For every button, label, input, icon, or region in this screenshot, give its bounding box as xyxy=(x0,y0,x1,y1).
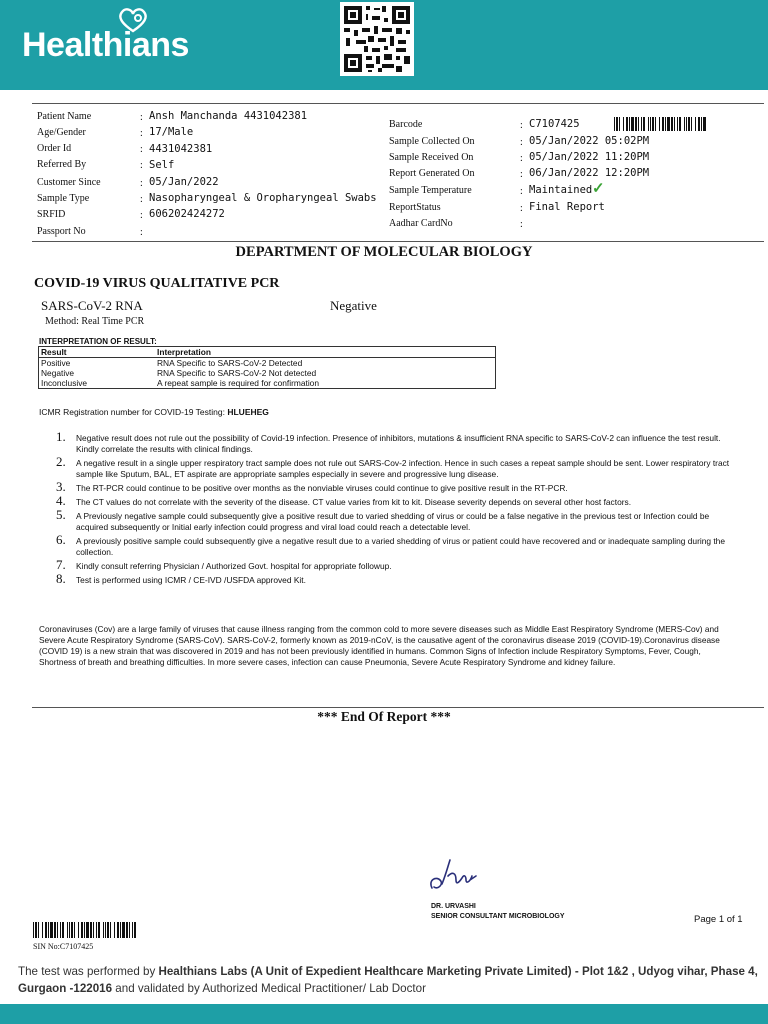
footer-suffix: and validated by Authorized Medical Practitioner/ Lab Doctor xyxy=(112,982,426,995)
separator: : xyxy=(140,194,143,205)
referred-by: Self xyxy=(149,159,175,171)
coronavirus-description: Coronaviruses (Cov) are a large family of viruses that cause illness ranging from the common cold to more severe diseases such as Middle East Respiratory Syndrome (MERS-Cov) and Severe Acute Respiratory Syndrome (SARS-CoV). SARS-CoV-2, formerly known as 2019-nCoV, is the causative agent of the coronavirus disease 2019 (COVID-19).Coronavirus disease (COVID 19) is a new strain that was discovered in 2019 and has not been previously identified in humans. Common Signs of Infection include Respiratory Symptoms, Fever, Cough, Shortness of breath and breathing difficulties. In more severe cases, infection can cause Pneumonia, Severe Acute Respiratory Syndrome and kidney failure. xyxy=(39,624,720,667)
sample-type: Nasopharyngeal & Oropharyngeal Swabs xyxy=(149,192,377,204)
divider xyxy=(32,707,764,708)
signatory-name: DR. URVASHI xyxy=(431,903,476,910)
method-text: Method: Real Time PCR xyxy=(45,316,145,327)
icmr-value: HLUEHEG xyxy=(227,407,269,417)
icmr-label: ICMR Registration number for COVID-19 Testing: xyxy=(39,407,225,417)
separator: : xyxy=(520,120,523,131)
list-item xyxy=(56,571,736,586)
sample-received: 05/Jan/2022 11:20PM xyxy=(529,151,650,163)
label-sample-received: Sample Received On xyxy=(389,152,474,163)
separator: : xyxy=(140,178,143,189)
separator: : xyxy=(140,144,143,155)
sample-collected: 05/Jan/2022 05:02PM xyxy=(529,135,650,147)
list-item xyxy=(56,532,736,558)
qr-code xyxy=(340,2,414,76)
note-text: The CT values do not correlate with the severity of the disease. CT value varies from kit to kit. Disease severity depends on several other host factors. xyxy=(76,497,632,507)
table-row xyxy=(39,368,496,378)
label-report-status: ReportStatus xyxy=(389,202,441,213)
list-item xyxy=(56,454,736,480)
note-number: 5. xyxy=(56,507,66,522)
patient-name: Ansh Manchanda 4431042381 xyxy=(149,110,308,122)
table-cell: Negative xyxy=(41,368,75,378)
note-text: Test is performed using ICMR / CE-IVD /USFDA approved Kit. xyxy=(76,575,306,585)
barcode-image xyxy=(33,922,137,938)
sample-temperature: Maintained xyxy=(529,184,593,196)
label-sample-type: Sample Type xyxy=(37,193,90,204)
icmr-registration xyxy=(39,407,269,417)
order-id: 4431042381 xyxy=(149,143,213,155)
list-item xyxy=(56,479,736,494)
page-number: Page 1 of 1 xyxy=(694,914,743,925)
barcode-image xyxy=(614,117,708,131)
list-item xyxy=(56,557,736,572)
signature-image xyxy=(426,854,486,894)
table-row xyxy=(39,378,496,389)
label-sample-collected: Sample Collected On xyxy=(389,136,475,147)
notes-list xyxy=(56,429,736,589)
label-patient-name: Patient Name xyxy=(37,111,92,122)
table-cell: A repeat sample is required for confirmation xyxy=(157,378,319,388)
table-cell: Inconclusive xyxy=(41,378,88,388)
note-text: The RT-PCR could continue to be positive over months as the nonviable viruses could continue to give positive result in the RT-PCR. xyxy=(76,483,568,493)
label-aadhar-card: Aadhar CardNo xyxy=(389,218,453,229)
note-number: 7. xyxy=(56,557,66,572)
label-barcode: Barcode xyxy=(389,119,423,130)
note-number: 1. xyxy=(56,429,66,444)
label-referred-by: Referred By xyxy=(37,159,87,170)
table-cell: Positive xyxy=(41,358,71,368)
test-title: COVID-19 VIRUS QUALITATIVE PCR xyxy=(34,276,280,291)
list-item xyxy=(56,507,736,533)
footer-bar xyxy=(0,1004,768,1024)
checkmark-icon: ✓ xyxy=(592,180,605,197)
department-heading: DEPARTMENT OF MOLECULAR BIOLOGY xyxy=(235,244,533,260)
separator: : xyxy=(520,203,523,214)
separator: : xyxy=(140,227,143,238)
parameter-name: SARS-CoV-2 RNA xyxy=(41,298,143,313)
note-text: A negative result in a single upper respiratory tract sample does not rule out SARS-Cov-2 infection. Hence in such cases a repeat sample should be sent. Lower respiratory tract sample like Sputum, BAL, ET aspirate are appropriate samples especially in severe and progressive lung disease. xyxy=(76,458,730,479)
note-number: 6. xyxy=(56,532,66,547)
note-text: Negative result does not rule out the possibility of Covid-19 infection. Presence of inhibitors, mutations & insufficient RNA specific to SARS-CoV-2 can influence the test result. Kindly correlate the results with clinical findings. xyxy=(76,433,721,454)
separator: : xyxy=(520,169,523,180)
barcode-value: C7107425 xyxy=(529,118,580,130)
divider xyxy=(32,103,764,104)
table-header-row xyxy=(39,347,496,358)
separator: : xyxy=(520,137,523,148)
end-of-report: *** End Of Report *** xyxy=(317,709,451,724)
srfid: 606202424272 xyxy=(149,208,225,220)
signatory xyxy=(431,902,565,922)
label-report-generated: Report Generated On xyxy=(389,168,475,179)
heart-stethoscope-icon xyxy=(116,6,150,34)
separator: : xyxy=(140,210,143,221)
label-order-id: Order Id xyxy=(37,143,72,154)
sin-number: SIN No:C7107425 xyxy=(33,942,94,951)
note-text: A previously positive sample could subsequently give a negative result due to a varied shedding of virus or patient could have recovered and or inadequate sampling during the collection. xyxy=(76,536,726,557)
footer-lab: Healthians Labs (A Unit of Expedient Healthcare Marketing Private Limited) - Plot 1&2 , Udyog vihar, Phase 4, Gurgaon -122016 xyxy=(18,965,758,995)
divider xyxy=(32,241,764,242)
brand-logo: Healthians xyxy=(22,26,189,64)
label-age-gender: Age/Gender xyxy=(37,127,86,138)
note-number: 4. xyxy=(56,493,66,508)
note-number: 8. xyxy=(56,571,66,586)
separator: : xyxy=(520,186,523,197)
label-srfid: SRFID xyxy=(37,209,66,220)
interpretation-heading: INTERPRETATION OF RESULT: xyxy=(39,337,157,346)
table-row xyxy=(39,358,496,369)
label-customer-since: Customer Since xyxy=(37,177,101,188)
separator: : xyxy=(140,112,143,123)
customer-since: 05/Jan/2022 xyxy=(149,176,219,188)
separator: : xyxy=(140,160,143,171)
label-sample-temperature: Sample Temperature xyxy=(389,185,472,196)
table-cell: RNA Specific to SARS-CoV-2 Detected xyxy=(157,358,303,368)
separator: : xyxy=(520,153,523,164)
note-text: A Previously negative sample could subsequently give a positive result due to varied shedding of virus or could be a false negative in the previous test or Infection could be acquired subsequently or Initial early infection could progress and viral load could reach a detectable level. xyxy=(76,511,710,532)
footer-prefix: The test was performed by xyxy=(18,965,159,978)
age-gender: 17/Male xyxy=(149,126,194,138)
parameter-result: Negative xyxy=(330,298,377,313)
separator: : xyxy=(140,128,143,139)
table-header: Interpretation xyxy=(155,347,496,358)
note-text: Kindly consult referring Physician / Authorized Govt. hospital for appropriate followup. xyxy=(76,561,392,571)
list-item xyxy=(56,429,736,455)
table-header: Result xyxy=(39,347,156,358)
footer-note xyxy=(18,963,758,997)
note-number: 3. xyxy=(56,479,66,494)
list-item xyxy=(56,493,736,508)
note-number: 2. xyxy=(56,454,66,469)
report-generated: 06/Jan/2022 12:20PM xyxy=(529,167,650,179)
report-status: Final Report xyxy=(529,201,605,213)
signatory-title: SENIOR CONSULTANT MICROBIOLOGY xyxy=(431,913,565,920)
separator: : xyxy=(520,219,523,230)
table-cell: RNA Specific to SARS-CoV-2 Not detected xyxy=(157,368,317,378)
interpretation-table xyxy=(38,346,496,389)
label-passport-no: Passport No xyxy=(37,226,86,237)
